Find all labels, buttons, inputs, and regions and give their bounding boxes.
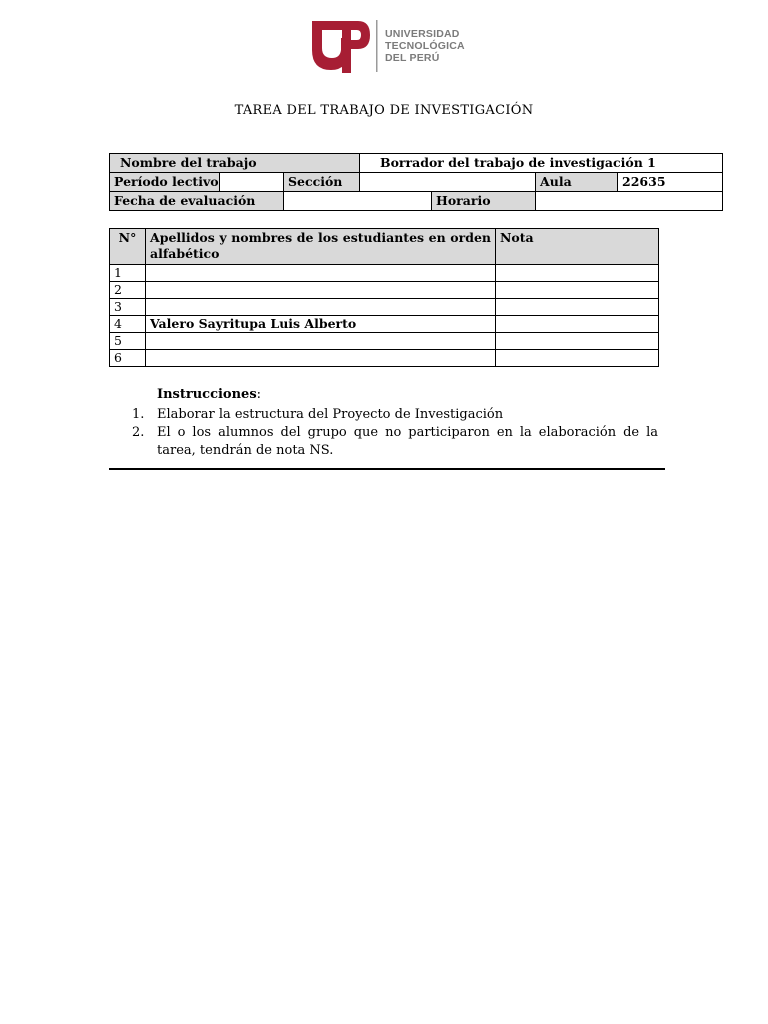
table-row xyxy=(110,333,659,350)
header-name: Apellidos y nombres de los estudiantes en orden alfabético xyxy=(146,229,496,265)
horario-label: Horario xyxy=(432,192,536,211)
instructions-title-colon: : xyxy=(256,387,262,402)
instructions-title xyxy=(157,386,658,404)
row-name xyxy=(146,350,496,367)
aula-value: 22635 xyxy=(618,173,723,192)
row-num: 5 xyxy=(110,333,146,350)
row-name xyxy=(146,333,496,350)
periodo-value xyxy=(220,173,284,192)
list-item xyxy=(128,424,658,460)
info-row-nombre xyxy=(110,154,723,173)
fecha-value xyxy=(284,192,432,211)
table-row xyxy=(110,299,659,316)
logo-line-3: DEL PERÚ xyxy=(385,52,440,64)
page-title: TAREA DEL TRABAJO DE INVESTIGACIÓN xyxy=(234,103,534,118)
row-nota xyxy=(496,282,659,299)
list-item-text: El o los alumnos del grupo que no participaron en la elaboración de la tarea, tendrán de nota NS. xyxy=(157,425,658,458)
horizontal-divider xyxy=(109,468,665,470)
list-item-text: Elaborar la estructura del Proyecto de Investigación xyxy=(157,407,504,422)
horario-value xyxy=(536,192,723,211)
seccion-label: Sección xyxy=(284,173,360,192)
row-name xyxy=(146,299,496,316)
list-item-number: 1. xyxy=(132,407,145,422)
table-row xyxy=(110,282,659,299)
logo-wordmark xyxy=(385,28,465,64)
row-name: Valero Sayritupa Luis Alberto xyxy=(146,316,496,333)
table-row xyxy=(110,350,659,367)
row-name xyxy=(146,282,496,299)
row-nota xyxy=(496,350,659,367)
periodo-label: Período lectivo xyxy=(110,173,220,192)
info-table xyxy=(109,153,723,211)
nombre-label: Nombre del trabajo xyxy=(110,154,360,173)
header-num: N° xyxy=(110,229,146,265)
logo-line-1: UNIVERSIDAD xyxy=(385,28,460,40)
logo-line-2: TECNOLÓGICA xyxy=(385,40,465,52)
list-item-number: 2. xyxy=(132,425,145,440)
row-num: 1 xyxy=(110,265,146,282)
seccion-value xyxy=(360,173,536,192)
students-header-row xyxy=(110,229,659,265)
list-item xyxy=(128,406,658,424)
row-nota xyxy=(496,333,659,350)
row-nota xyxy=(496,316,659,333)
aula-label: Aula xyxy=(536,173,618,192)
info-row-periodo xyxy=(110,173,723,192)
table-row xyxy=(110,265,659,282)
row-num: 3 xyxy=(110,299,146,316)
row-name xyxy=(146,265,496,282)
row-num: 2 xyxy=(110,282,146,299)
instructions-title-text: Instrucciones xyxy=(157,387,257,402)
info-row-fecha xyxy=(110,192,723,211)
nombre-value: Borrador del trabajo de investigación 1 xyxy=(360,154,723,173)
row-nota xyxy=(496,265,659,282)
row-nota xyxy=(496,299,659,316)
table-row xyxy=(110,316,659,333)
fecha-label: Fecha de evaluación xyxy=(110,192,284,211)
instructions-list xyxy=(128,406,658,460)
header-nota: Nota xyxy=(496,229,659,265)
row-num: 6 xyxy=(110,350,146,367)
instructions xyxy=(128,386,658,460)
students-table xyxy=(109,228,659,367)
utp-logo-mark xyxy=(310,18,385,76)
row-num: 4 xyxy=(110,316,146,333)
